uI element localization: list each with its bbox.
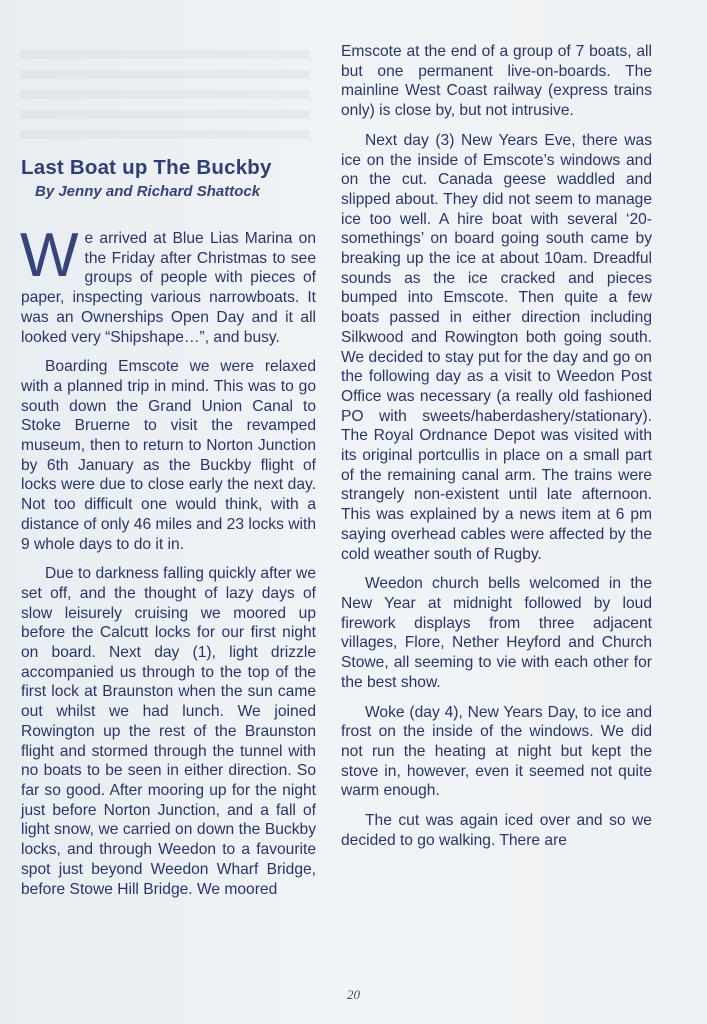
page-number: 20 [347,987,360,1002]
article-title: Last Boat up The Buckby [21,156,272,179]
paragraph-1-text: e arrived at Blue Lias Marina on the Friday after Christmas to see groups of people with pieces of paper, inspecting various narrowboats. It was an Ownerships Open Day and it all looked very “Shipshape…”, and busy. [21,230,316,346]
show-through-text [20,50,310,140]
paragraph-1 [20,221,316,347]
paragraph-6: Weedon church bells welcomed in the New Year at midnight followed by loud firework displays from three adjacent villages, Flore, Nether Heyford and Church Stowe, all seeming to vie with each other for the best show. [341,575,652,691]
paragraph-8: The cut was again iced over and so we decided to go walking. There are [341,812,652,849]
paragraph-2: Boarding Emscote we were relaxed with a planned trip in mind. This was to go south down the Grand Union Canal to Stoke Bruerne to visit the revamped museum, then to return to Norton Junction by 6th January as the Buckby flight of locks were due to close early the next day. Not too difficult one would think, with a distance of only 46 miles and 23 locks with 9 whole days to do it in. [21,358,316,553]
paragraph-3: Due to darkness falling quickly after we set off, and the thought of lazy days of slow leisurely cruising we moored up before the Calcutt locks for our first night on board. Next day (1), light drizzle accompanied us through to the top of the first lock at Braunston when the sun came out whilst we had lunch. We joined Rowington up the rest of the Braunston flight and stormed through the tunnel with no boats to be seen in either direction. So far so good. After mooring up for the night just before Norton Junction, and a fall of light snow, we carried on down the Buckby locks, and through Weedon to a favourite spot just beyond Weedon Wharf Bridge, before Stowe Hill Bridge. We moored [21,565,316,898]
paragraph-5: Next day (3) New Years Eve, there was ice on the inside of Emscote’s windows and on the cut. Canada geese waddled and slipped about. They did not seem to manage ice too well. A hire boat with several ‘20-somethings’ on board going south came by breaking up the ice at about 10am. Dreadful sounds as the ice cracked and pieces bumped into Emscote. Then quite a few boats passed in either direction including Silkwood and Rowington both going south. We decided to stay put for the day and go on the following day as a visit to Weedon Post Office was necessary (a really old fashioned PO with sweets/haberdashery/stationary). The Royal Ordnance Depot was visited with its original portcullis in place on a small part of the remaining canal arm. The trains were strangely non-existent until late afternoon. This was explained by a news item at 6 pm saying overhead cables were affected by the cold weather south of Rugby. [341,131,652,563]
paragraph-7: Woke (day 4), New Years Day, to ice and frost on the inside of the windows. We did not run the heating at night but kept the stove in, however, even it seemed not quite warm enough. [341,703,652,800]
right-column [341,42,652,860]
article-byline: By Jenny and Richard Shattock [35,183,261,200]
paragraph-4: Emscote at the end of a group of 7 boats, all but one permanent live-on-boards. The mainline West Coast railway (express trains only) is close by, but not intrusive. [341,43,652,120]
left-column [21,155,316,909]
drop-cap: W [20,221,79,290]
